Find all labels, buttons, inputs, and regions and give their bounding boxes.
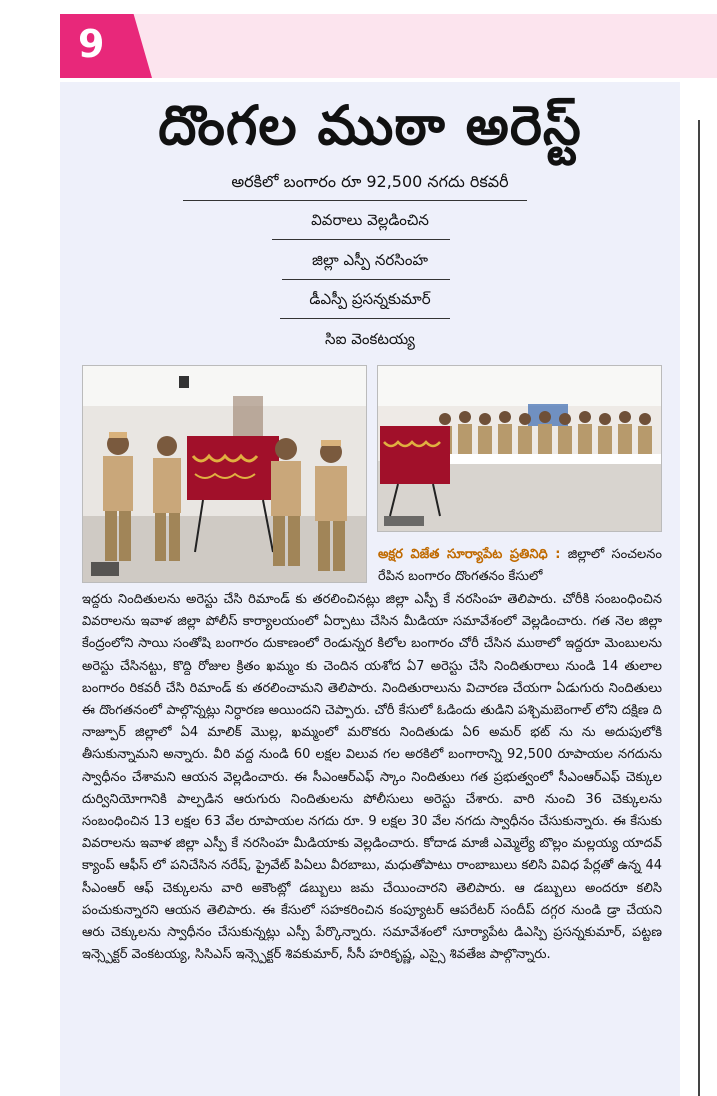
column-divider	[698, 120, 700, 1096]
subhead-2: వివరాలు వెల్లడించిన	[311, 211, 429, 229]
subhead-5: సిఐ వెంకటయ్య	[325, 330, 415, 348]
subhead-rule	[280, 318, 450, 319]
page-number: 9	[78, 22, 105, 66]
press-photo-left-image	[83, 366, 366, 582]
article-lead	[378, 544, 662, 588]
article-dateline: అక్షర విజేత సూర్యాపేట ప్రతినిధి :	[378, 547, 561, 562]
subhead-4: డీఎస్పీ ప్రసన్నకుమార్	[309, 290, 431, 308]
headline: దొంగల ముఠా అరెస్ట్	[158, 94, 582, 157]
subhead-3: జిల్లా ఎస్పీ నరసింహ	[312, 251, 428, 269]
press-photo-right-image	[378, 366, 661, 531]
subhead-rule	[183, 200, 527, 201]
press-photo-left	[82, 365, 367, 583]
subhead-rule	[282, 279, 450, 280]
header-banner	[60, 14, 717, 78]
subhead-1: అరకిలో బంగారం రూ 92,500 నగదు రికవరీ	[231, 172, 509, 191]
press-photo-right	[377, 365, 662, 532]
subhead-rule	[272, 239, 450, 240]
article-lead-text: జిల్లాలో సంచలనం రేపిన బంగారం దొంగతనం కేసులో	[378, 547, 662, 585]
article-body: ఇద్దరు నిందితులను అరెస్టు చేసి రిమాండ్ కు తరలించినట్లు జిల్లా ఎస్పీ కే నరసింహ తెలిపారు. చోరీకి సంబంధించిన వివరాలను ఇవాళ జిల్లా పోలీస్ కార్యాలయంలో ఏర్పాటు చేసిన మీడియా సమావేశంలో వెల్లడించారు. గత నెల జిల్లా కేంద్రంలోని సాయి సంతోషి బంగారం దుకాణంలో రెండున్నర కిలోల బంగారం చోరీ చేసిన ముఠాలో ఇద్దరూ మెంబులను అరెస్టు చేసినట్టు, కొద్ది రోజుల క్రితం ఖమ్మం కు చెందిన యశోద ఏ7 అరెస్టు చేసి నిందితురాలు నుండి 14 తులాల బంగారం రికవరీ చేసి రిమాండ్ కు తరలించామని తెలిపారు. నిందితురాలును విచారణ చేయగా ఏడుగురు నిందితులు ఈ దొంగతనంలో పాల్గొన్నట్లు నిర్ధారణ అయిందని చెప్పారు. చోరీ కేసులో ఓడిందు తుడిని పశ్చిమబెంగాల్ లోని దక్షిణ ది నాజ్పూర్ జిల్లాలో ఏ4 మాలిక్ మొల్ల, ఖమ్మంలో మరొకరు నిందితుడు ఏ6 అమర్ భట్ ను ను అదుపులోకి తీసుకున్నామని అన్నారు. వీరి వద్ద నుండి 60 లక్షల విలువ గల అరకిలో బంగారాన్ని 92,500 రూపాయల నగదును స్వాధీనం చేశామని ఆయన వెల్లడించారు. ఈ సీఎంఆర్ఎఫ్ స్కాం నిందితులు గత ప్రభుత్వంలో సీఎంఆర్ఎఫ్ చెక్కుల దుర్వినియోగానికి పాల్పడిన ఆరుగురు నిందితులను పోలీసులు అరెస్టు చేశారు. వారి నుంచి 36 చెక్కులను సంబంధించిన 13 లక్షల 63 వేల రూపాయల నగదు రూ. 9 లక్షల 30 వేల నగదు స్వాధీనం చేసుకున్నారు. ఈ కేసుకు వివరాలను ఇవాళ జిల్లా ఎస్పీ కే నరసింహ మీడియాకు వెల్లడించారు. కోదాడ మాజీ ఎమ్మెల్యే బొల్లం మల్లయ్య యాదవ్ క్యాంప్ ఆఫీస్ లో పనిచేసిన నరేష్, ప్రైవేట్ పిఏలు వీరబాబు, మధుతోపాటు రాంబాబులు కలిసి వివిధ పేర్లతో ఉన్న 44 సీఎంఆర్ ఆఫ్ చెక్కులను వారి అకౌంట్లో డబ్బులు జమ చేయించారని తెలిపారు. ఆ డబ్బులు అందరూ కలిసి పంచుకున్నారని ఆయన తెలిపారు. ఈ కేసులో సహకరించిన కంప్యూటర్ ఆపరేటర్ సందీప్ దగ్గర నుండి డ్రా చేయని ఆరు చెక్కులను స్వాధీనం చేసుకున్నట్లు ఎస్పీ పేర్కొన్నారు. సమావేశంలో సూర్యాపేట డిఎస్పి ప్రసన్నకుమార్, పట్టణ ఇన్స్పెక్టర్ వెంకటయ్య, సిసిఎస్ ఇన్స్పెక్టర్ శివకుమార్, సీసీ హరికృష్ణ, ఎస్సై శివతేజ పాల్గొన్నారు.	[82, 592, 662, 963]
